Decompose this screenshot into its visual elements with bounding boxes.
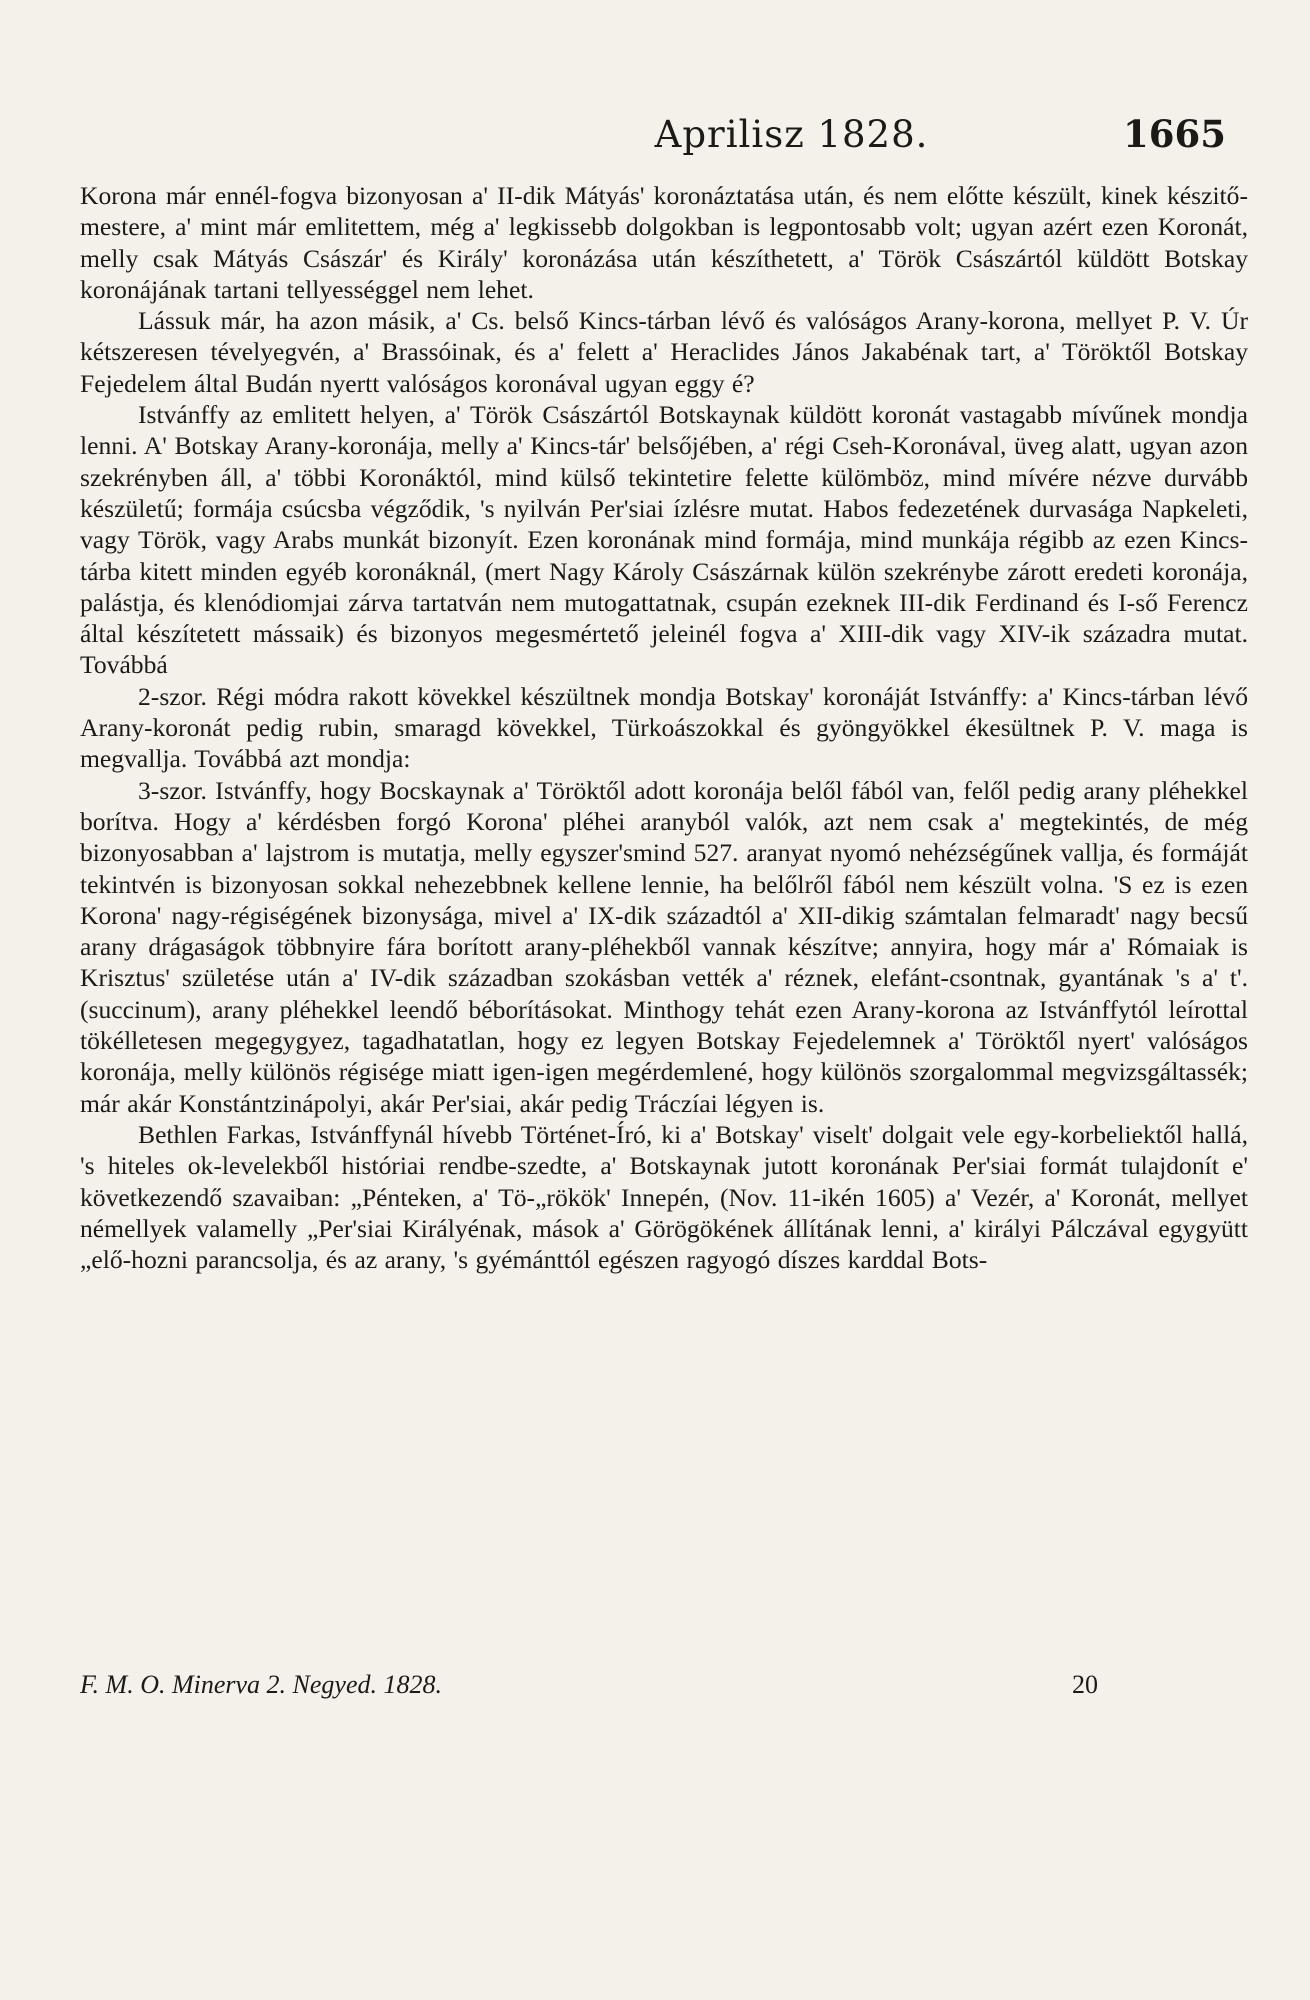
- signature-mark: 20: [1072, 1670, 1098, 1699]
- paragraph: 2-szor. Régi módra rakott kövekkel készültnek mondja Botskay' koronáját Istvánffy: a' Kincs-tárban lévő Arany-koronát pedig rubin, smaragd kövekkel, Türkoászokkal és gyöngyökkel ékesültnek P. V. maga is megvallja. Továbbá azt mondja:: [80, 681, 1248, 774]
- page-header: [80, 112, 1248, 172]
- paragraph: Lássuk már, ha azon másik, a' Cs. belső Kincs-tárban lévő és valóságos Arany-korona, mellyet P. V. Úr kétszeresen tévelyegvén, a' Brassóinak, és a' felett a' Heraclides János Jakabénak tart, a' Töröktől Botskay Fejedelem által Budán nyertt valóságos koronával ugyan eggy é?: [80, 306, 1248, 398]
- paragraph: Korona már ennél-fogva bizonyosan a' II-dik Mátyás' koronáztatása után, és nem előtte készült, kinek készitő-mestere, a' mint már emlitettem, még a' legkissebb dolgokban is legpontosabb volt; ugyan azért ezen Koronát, melly csak Mátyás Császár' és Király' koronázása után készíthetett, a' Török Császártól küldött Botskay koronájának tartani tellyességgel nem lehet.: [80, 181, 1248, 304]
- publication-line: F. M. O. Minerva 2. Negyed. 1828.: [80, 1670, 443, 1699]
- paragraph: Istvánffy az emlitett helyen, a' Török Császártól Botskaynak küldött koronát vastagabb mívűnek mondja lenni. A' Botskay Arany-koronája, melly a' Kincs-tár' belsőjében, a' régi Cseh-Koronával, üveg alatt, ugyan azon szekrényben áll, a' többi Koronáktól, mind külső tekintetire felette külömböz, mind mívére nézve durvább készületű; formája csúcsba végződik, 's nyilván Per'siai ízlésre mutat. Habos fedezetének durvasága Napkeleti, vagy Török, vagy Arabs munkát bizonyít. Ezen koronának mind formája, mind munkája régibb az ezen Kincs-tárba kitett minden egyéb koronáknál, (mert Nagy Károly Császárnak külön szekrénybe zárott eredeti koronája, palástja, és klenódiomjai zárva tartatván nem mutogattatnak, csupán ezeknek III-dik Ferdinand és I-ső Ferencz által készítetett mássaik) és bizonyos megesmértető jeleinél fogva a' XIII-dik vagy XIV-ik századra mutat. Továbbá: [80, 400, 1248, 680]
- page-footer: [80, 1670, 1248, 1700]
- page-number: 1665: [1123, 112, 1226, 156]
- page-header-title: Aprilisz 1828.: [654, 113, 929, 156]
- body-text: [80, 180, 1248, 1275]
- paragraph: Bethlen Farkas, Istvánffynál hívebb Történet-Író, ki a' Botskay' viselt' dolgait vele egy-korbeliektől hallá, 's hiteles ok-levelekből históriai rendbe-szedte, a' Botskaynak jutott koronának Per'siai formát tulajdonít e' következendő szavaiban: „Pénteken, a' Tö-„rökök' Innepén, (Nov. 11-ikén 1605) a' Vezér, a' Koronát, mellyet némellyek valamelly „Per'siai Királyénak, mások a' Görögökének állítának lenni, a' királyi Pálczával egygyütt „elő-hozni parancsolja, és az arany, 's gyémánttól egészen ragyogó díszes karddal Bots-: [80, 1119, 1248, 1275]
- paragraph: 3-szor. Istvánffy, hogy Bocskaynak a' Töröktől adott koronája belől fából van, felől pedig arany pléhekkel borítva. Hogy a' kérdésben forgó Korona' pléhei aranyból valók, azt nem csak a' megtekintés, de még bizonyosabban a' lajstrom is mutatja, melly egyszer'smind 527. aranyat nyomó nehézségűnek vallja, és formáját tekintvén is bizonyosan sokkal nehezebbnek kellene lennie, ha belőlről fából nem készült volna. 'S ez is ezen Korona' nagy-régiségének bizonysága, mivel a' IX-dik századtól a' XII-dikig számtalan felmaradt' nagy becsű arany drágaságok többnyire fára borított arany-pléhekből vannak készítve; annyira, hogy már a' Rómaiak is Krisztus' születése után a' IV-dik században szokásban vették a' réznek, elefánt-csontnak, gyantának 's a' t'. (succinum), arany pléhekkel leendő béborításokat. Minthogy tehát ezen Arany-korona az Istvánffytól leírottal tökélletesen megegygyez, tagadhatatlan, hogy ez legyen Botskay Fejedelemnek a' Töröktől nyert' valóságos koronája, melly különös régisége miatt igen-igen megérdemlené, hogy különös szorgalommal megvizsgáltassék; már akár Konstántzinápolyi, akár Per'siai, akár pedig Tráczíai légyen is.: [80, 775, 1248, 1118]
